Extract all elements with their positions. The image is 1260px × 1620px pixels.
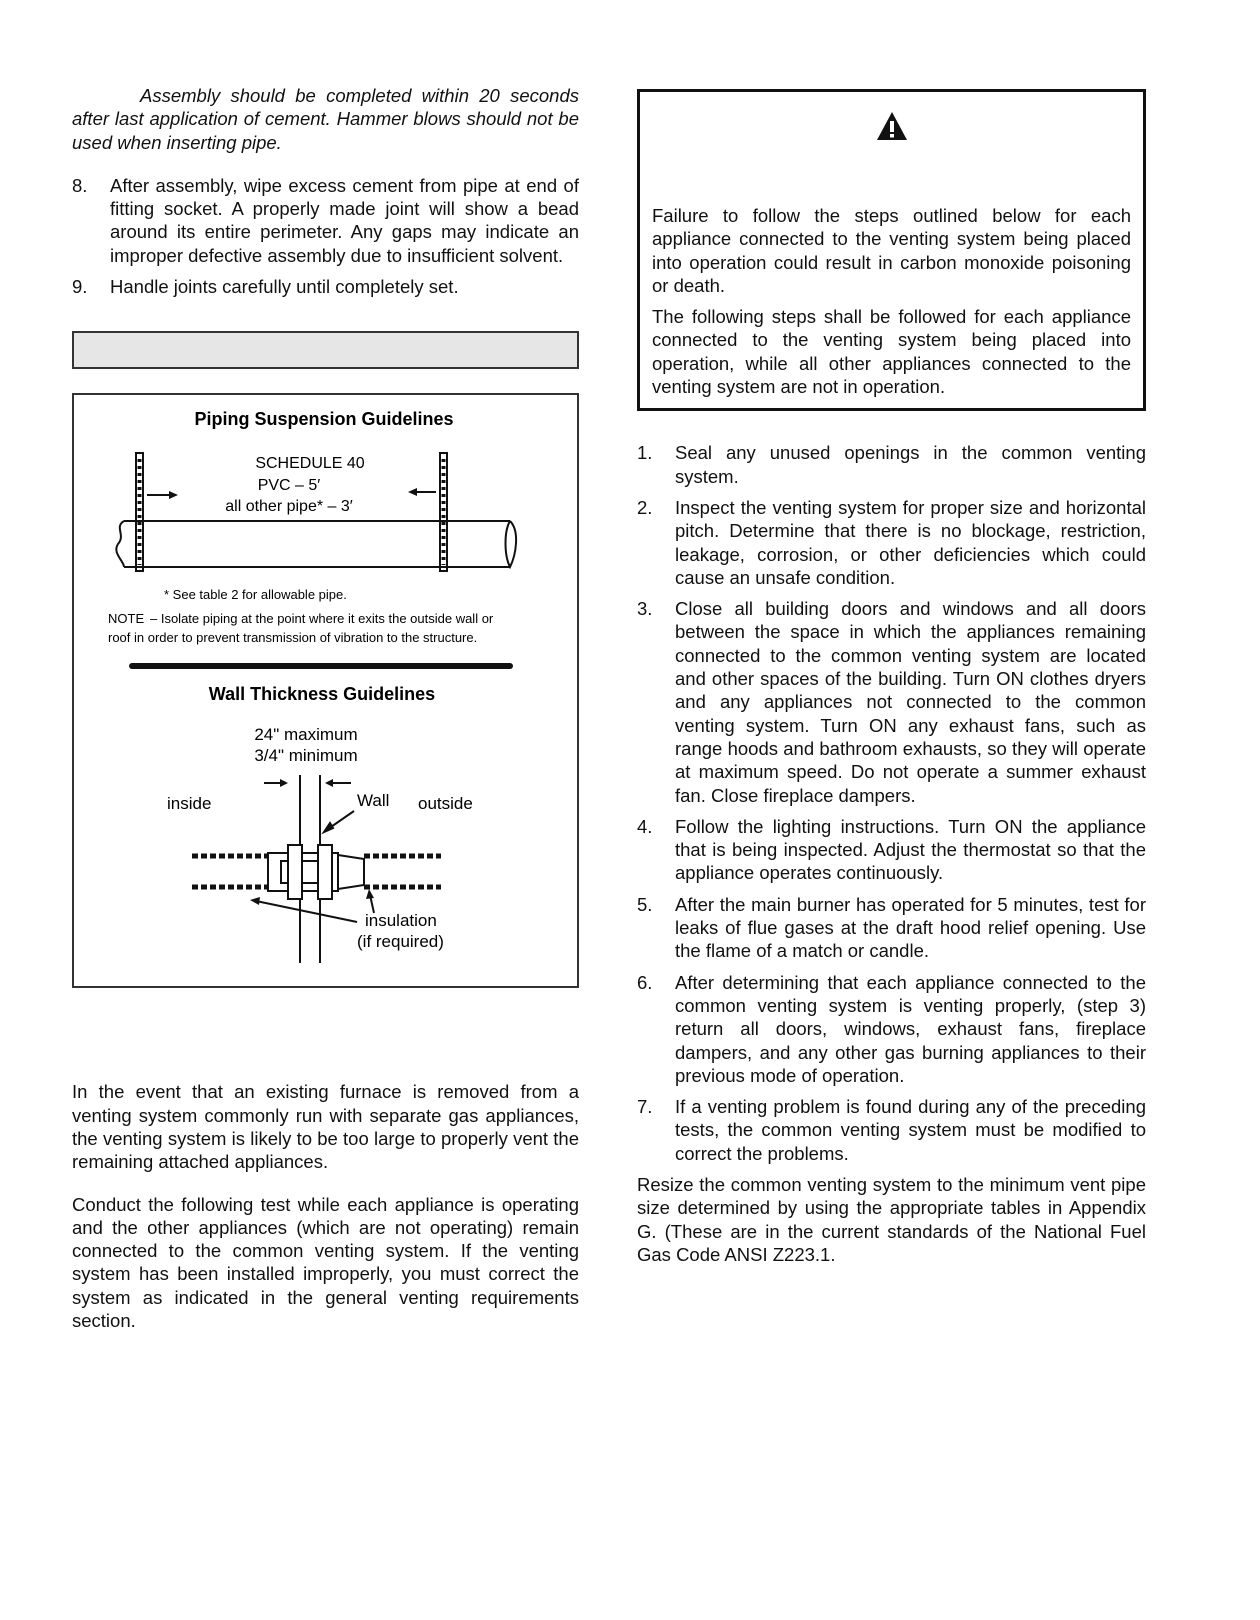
- divider: [129, 663, 513, 669]
- pipe-footnote: * See table 2 for allowable pipe.: [164, 587, 347, 603]
- warning-box: [637, 89, 1146, 411]
- wall-penetration-icon: [192, 845, 441, 899]
- step-number: 3.: [637, 598, 653, 620]
- list-item: [72, 275, 579, 298]
- insulation-label: insulation: [365, 911, 437, 931]
- pipe-icon: [116, 521, 516, 567]
- step-text: After assembly, wipe excess cement from pipe at end of fitting socket. A properly made joint will show a bead around its entire perimeter. Any gaps may indicate an improper defective assembly due to insufficient solvent.: [110, 174, 579, 266]
- note-line-1: – Isolate piping at the point where it exits the outside wall or: [150, 611, 494, 627]
- left-column: [72, 84, 579, 1332]
- list-item: [637, 441, 1146, 488]
- min-thickness-label: 3/4" minimum: [254, 746, 358, 766]
- piping-title: Piping Suspension Guidelines: [194, 409, 454, 430]
- hanger-left-icon: [136, 453, 143, 571]
- step-number: 2.: [637, 496, 653, 518]
- list-item: [637, 1095, 1146, 1165]
- hanger-right-icon: [440, 453, 447, 571]
- pvc-spacing-label: PVC – 5′: [257, 477, 321, 495]
- wall-title: Wall Thickness Guidelines: [208, 684, 436, 705]
- wall-label: Wall: [357, 791, 390, 811]
- resize-paragraph: Resize the common venting system to the minimum vent pipe size determined by using the appropriate tables in Appendix G. (These are in the current standards of the National Fuel Gas Code ANSI Z223.1.: [637, 1173, 1146, 1265]
- max-thickness-label: 24" maximum: [254, 725, 358, 745]
- other-pipe-spacing-label: all other pipe* – 3′: [225, 498, 353, 516]
- existing-furnace-paragraph: In the event that an existing furnace is removed from a venting system commonly run with separate gas appliances, the venting system is likely to be too large to properly vent the remaining attached appliances.: [72, 1081, 579, 1173]
- venting-test-steps: [637, 441, 1146, 1165]
- note-label: NOTE: [108, 611, 145, 627]
- test-procedure-paragraph: Conduct the following test while each appliance is operating and the other appliances (which are not operating) remain connected to the common venting system. If the venting system has been installed improperly, you must correct the system as indicated in the general venting requirements section.: [72, 1193, 579, 1332]
- step-text: Close all building doors and windows and all doors between the space in which the appliances remaining connected to the common venting system are located and other spaces of the building. Turn ON clothes dryers and any appliances not connected to the common venting system. Turn ON any exhaust fans, such as range hoods and bathroom exhausts, so they will operate at maximum speed. Do not operate a summer exhaust fan. Close fireplace dampers.: [675, 598, 1146, 806]
- warning-triangle-icon: [652, 110, 1131, 146]
- list-item: [637, 815, 1146, 885]
- note-line-2: roof in order to prevent transmission of vibration to the structure.: [108, 630, 478, 646]
- guidelines-figure: [72, 393, 579, 988]
- list-item: [637, 496, 1146, 589]
- thickness-arrow-icon: [264, 779, 351, 787]
- outside-label: outside: [418, 794, 473, 814]
- right-column: [637, 89, 1146, 1266]
- list-item: [637, 893, 1146, 963]
- schedule-label: SCHEDULE 40: [255, 455, 365, 473]
- step-text: Follow the lighting instructions. Turn ON the appliance that is being inspected. Adjust the thermostat so that the appliance operates continuously.: [675, 815, 1146, 884]
- inside-label: inside: [167, 794, 212, 814]
- section-header-bar: [72, 331, 579, 369]
- warning-text-1: Failure to follow the steps outlined below for each appliance connected to the venting system being placed into operation could result in carbon monoxide poisoning or death.: [652, 205, 1131, 296]
- step-text: If a venting problem is found during any of the preceding tests, the common venting system must be modified to correct the problems.: [675, 1096, 1146, 1164]
- step-text: Inspect the venting system for proper size and horizontal pitch. Determine that there is no blockage, restriction, leakage, corrosion, or other deficiencies which could cause an unsafe condition.: [675, 496, 1146, 588]
- step-text: Handle joints carefully until completely set.: [110, 276, 459, 298]
- assembly-note: Assembly should be completed within 20 seconds after last application of cement. Hammer blows should not be used when inserting pipe.: [72, 85, 579, 153]
- list-item: [637, 971, 1146, 1087]
- step-text: Seal any unused openings in the common venting system.: [675, 442, 1146, 487]
- step-number: 6.: [637, 971, 653, 993]
- if-required-label: (if required): [357, 932, 444, 952]
- step-number: 5.: [637, 893, 653, 915]
- list-item: [72, 174, 579, 267]
- step-number: 9.: [72, 276, 88, 298]
- step-number: 4.: [637, 815, 653, 837]
- step-text: After the main burner has operated for 5 minutes, test for leaks of flue gases at the draft hood relief opening. Use the flame of a match or candle.: [675, 893, 1146, 962]
- step-text: After determining that each appliance connected to the common venting system is venting properly, (step 3) return all doors, windows, exhaust fans, fireplace dampers, and any other gas burning appliances to their previous mode of operation.: [675, 971, 1146, 1086]
- step-number: 7.: [637, 1096, 653, 1118]
- step-number: 1.: [637, 442, 653, 464]
- guidelines-diagram: [74, 395, 577, 986]
- assembly-steps: [72, 174, 579, 298]
- insulation-arrow-icon: [256, 895, 374, 922]
- list-item: [637, 597, 1146, 807]
- warning-text-2: The following steps shall be followed for each appliance connected to the venting system being placed into operation, while all other appliances connected to the venting system are not in operation.: [652, 306, 1131, 398]
- step-number: 8.: [72, 174, 88, 196]
